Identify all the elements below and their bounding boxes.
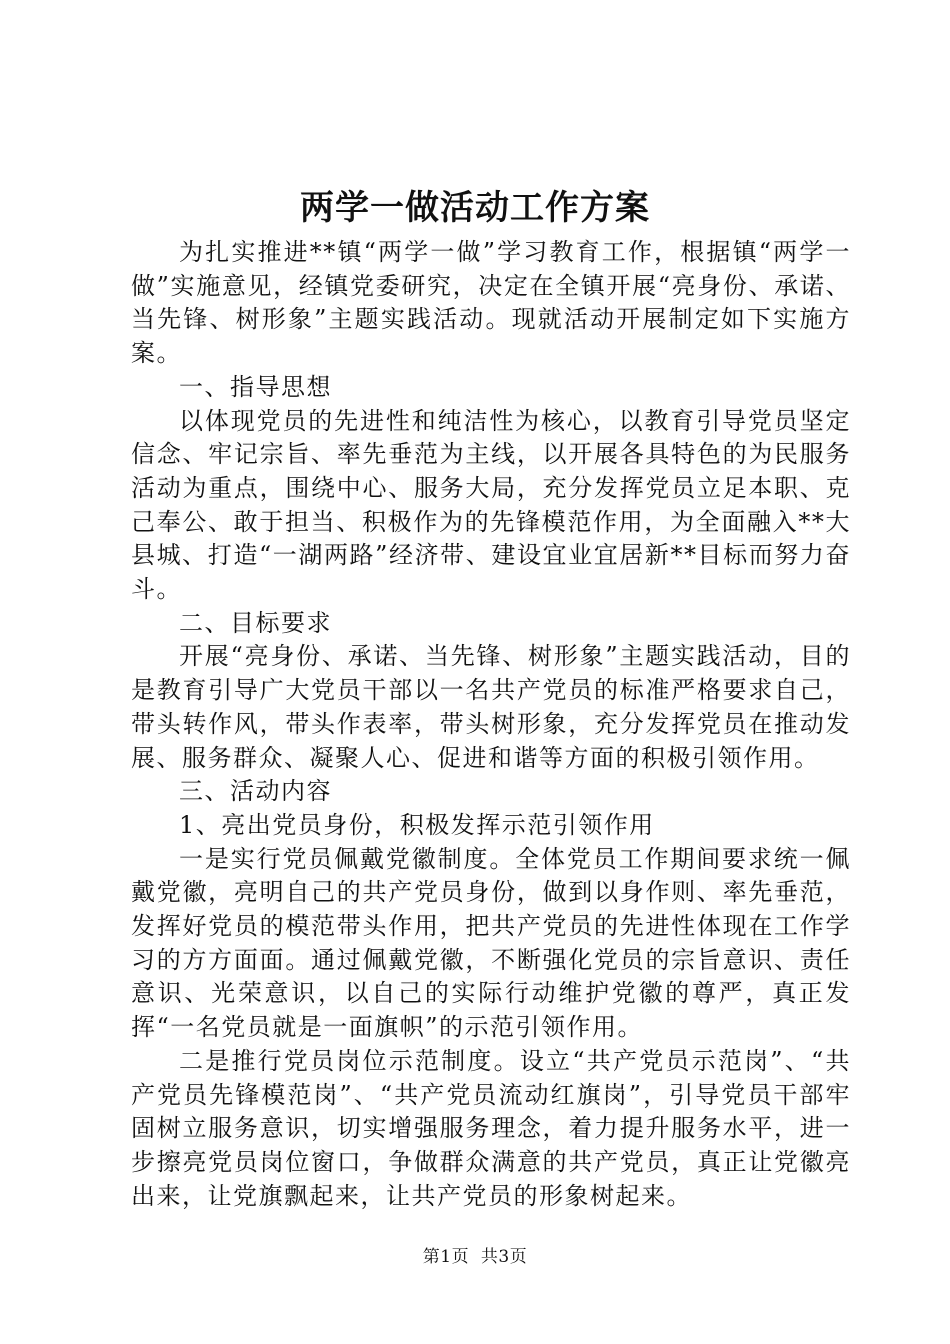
guiding-ideology-paragraph: 以体现党员的先进性和纯洁性为核心，以教育引导党员坚定信念、牢记宗旨、率先垂范为主线，以开展各具特色的为民服务活动为重点，围绕中心、服务大局，充分发挥党员立足本职、克己奉公、敢于担当、积极作为的先锋模范作用，为全面融入**大县城、打造“一湖两路”经济带、建设宜业宜居新**目标而努力奋斗。 bbox=[131, 406, 851, 604]
subsection-heading-1: 1、亮出党员身份，积极发挥示范引领作用 bbox=[179, 810, 655, 839]
section-heading-activities: 三、活动内容 bbox=[179, 777, 332, 806]
document-title: 两学一做活动工作方案 bbox=[300, 188, 650, 228]
intro-paragraph: 为扎实推进**镇“两学一做”学习教育工作，根据镇“两学一做”实施意见，经镇党委研究，决定在全镇开展“亮身份、承诺、当先锋、树形象”主题实践活动。现就活动开展制定如下实施方案。 bbox=[131, 238, 851, 368]
section-heading-goals: 二、目标要求 bbox=[179, 608, 332, 637]
goals-paragraph: 开展“亮身份、承诺、当先锋、树形象”主题实践活动，目的是教育引导广大党员干部以一名共产党员的标准严格要求自己，带头转作风，带头作表率，带头树形象，充分发挥党员在推动发展、服务群众、凝聚人心、促进和谐等方面的积极引领作用。 bbox=[131, 642, 851, 772]
document-body bbox=[131, 236, 851, 1213]
page-number: 第1页 bbox=[422, 1247, 470, 1267]
activity-paragraph-2: 二是推行党员岗位示范制度。设立“共产党员示范岗”、“共产党员先锋模范岗”、“共产党员流动红旗岗”，引导党员干部牢固树立服务意识，切实增强服务理念，着力提升服务水平，进一步擦亮党员岗位窗口，争做群众满意的共产党员，真正让党徽亮出来，让党旗飘起来，让共产党员的形象树起来。 bbox=[131, 1046, 851, 1210]
page-footer bbox=[0, 1245, 950, 1269]
page-total: 共3页 bbox=[480, 1247, 528, 1267]
activity-paragraph-1: 一是实行党员佩戴党徽制度。全体党员工作期间要求统一佩戴党徽，亮明自己的共产党员身份，做到以身作则、率先垂范，发挥好党员的模范带头作用，把共产党员的先进性体现在工作学习的方方面面。通过佩戴党徽，不断强化党员的宗旨意识、责任意识、光荣意识，以自己的实际行动维护党徽的尊严，真正发挥“一名党员就是一面旗帜”的示范引领作用。 bbox=[131, 844, 851, 1042]
section-heading-guiding-ideology: 一、指导思想 bbox=[179, 372, 332, 401]
